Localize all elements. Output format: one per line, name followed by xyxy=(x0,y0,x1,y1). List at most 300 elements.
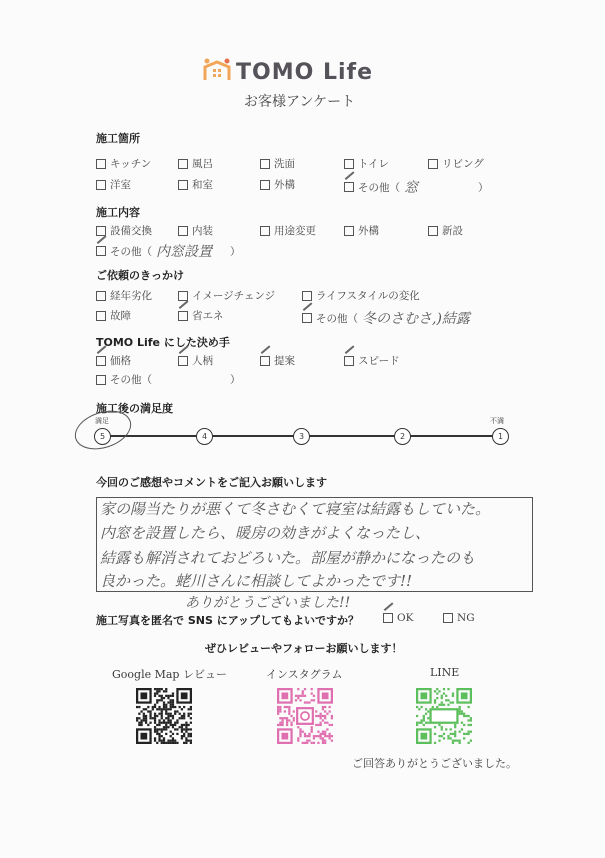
qr-module xyxy=(156,690,158,692)
checkbox-option[interactable] xyxy=(96,241,241,261)
qr-module xyxy=(322,731,324,733)
qr-module xyxy=(156,708,158,710)
qr-module xyxy=(418,722,420,724)
qr-module xyxy=(436,697,438,699)
qr-module xyxy=(161,713,163,715)
qr-module xyxy=(161,710,163,712)
qr-module xyxy=(461,710,463,712)
checkbox-option[interactable] xyxy=(344,353,400,368)
checkbox[interactable] xyxy=(178,291,188,301)
qr-module xyxy=(172,706,174,708)
checkbox[interactable] xyxy=(96,356,106,366)
qr-module xyxy=(311,728,313,730)
qr-module xyxy=(143,708,145,710)
checkbox[interactable] xyxy=(178,159,188,169)
qr-module xyxy=(304,735,306,737)
checkbox-option[interactable] xyxy=(428,156,484,171)
qr-module xyxy=(293,717,295,719)
option-label: イメージチェンジ xyxy=(192,290,276,302)
qr-module xyxy=(425,713,427,715)
qr-module xyxy=(311,726,313,728)
qr-module xyxy=(156,715,158,717)
qr-module xyxy=(447,688,449,690)
qr-module xyxy=(459,742,461,744)
qr-module xyxy=(174,710,176,712)
checkbox-option[interactable] xyxy=(178,353,213,368)
qr-module xyxy=(322,733,324,735)
qr-module xyxy=(454,740,456,742)
qr-module xyxy=(147,710,149,712)
qr-module xyxy=(170,701,172,703)
qr-module xyxy=(188,735,190,737)
rating-option-1[interactable]: 1 xyxy=(492,428,509,445)
qr-module xyxy=(436,688,438,690)
qr-module xyxy=(154,726,156,728)
qr-module xyxy=(281,719,283,721)
qr-module xyxy=(329,733,331,735)
checkbox[interactable] xyxy=(344,356,354,366)
qr-module xyxy=(161,688,163,690)
checkbox[interactable] xyxy=(96,159,106,169)
qr-module xyxy=(165,706,167,708)
qr-module xyxy=(465,733,467,735)
checkbox[interactable] xyxy=(428,226,438,236)
qr-module xyxy=(320,735,322,737)
qr-module xyxy=(324,731,326,733)
qr-module xyxy=(281,717,283,719)
qr-module xyxy=(423,717,425,719)
checkbox-option[interactable] xyxy=(344,223,379,238)
qr-module xyxy=(461,692,468,699)
qr-module xyxy=(443,733,445,735)
qr-module xyxy=(277,706,279,708)
qr-module xyxy=(176,742,178,744)
qr-module xyxy=(441,735,443,737)
checkbox[interactable] xyxy=(96,226,106,236)
checkbox-option[interactable] xyxy=(302,308,470,328)
line-qr-code[interactable] xyxy=(416,688,472,744)
qr-module xyxy=(190,740,192,742)
checkbox-option[interactable] xyxy=(428,223,463,238)
qr-module xyxy=(463,737,465,739)
rating-option-2[interactable]: 2 xyxy=(394,428,411,445)
qr-module xyxy=(161,740,163,742)
qr-module xyxy=(324,735,326,737)
checkbox[interactable] xyxy=(96,180,106,190)
qr-module xyxy=(420,692,427,699)
qr-module xyxy=(452,701,454,703)
qr-module xyxy=(322,692,329,699)
checkbox[interactable] xyxy=(178,226,188,236)
qr-module xyxy=(277,724,279,726)
qr-module xyxy=(170,695,172,697)
qr-module xyxy=(145,717,147,719)
qr-module xyxy=(167,708,169,710)
qr-module xyxy=(465,715,467,717)
qr-module xyxy=(163,701,165,703)
option-label: 外構 xyxy=(358,225,379,237)
qr-module xyxy=(152,717,154,719)
qr-module xyxy=(288,708,290,710)
qr-module xyxy=(306,742,308,744)
qr-module xyxy=(183,742,185,744)
qr-module xyxy=(438,740,440,742)
checkbox-option[interactable] xyxy=(260,223,316,238)
checkbox[interactable] xyxy=(178,180,188,190)
option-label: その他（ xyxy=(110,374,152,386)
option-label: 設備交換 xyxy=(110,225,152,237)
qr-module xyxy=(154,688,156,690)
qr-module xyxy=(163,737,165,739)
qr-module xyxy=(306,740,308,742)
option-label: その他（ xyxy=(358,181,400,194)
comment-extra: ありがとうございました!! xyxy=(185,595,351,611)
qr-module xyxy=(450,728,452,730)
qr-module xyxy=(320,713,322,715)
option-label: リビング xyxy=(442,158,484,170)
option-label: 内装 xyxy=(192,225,213,237)
satisfaction-title: 施工後の満足度 xyxy=(96,402,173,415)
qr-module xyxy=(176,722,178,724)
qr-module xyxy=(158,737,160,739)
qr-module xyxy=(324,717,326,719)
qr-module xyxy=(165,704,167,706)
checkbox-option[interactable] xyxy=(178,177,213,192)
qr-module xyxy=(185,742,187,744)
qr-module xyxy=(468,706,470,708)
option-label: 洗面 xyxy=(274,158,295,170)
checkbox[interactable] xyxy=(344,159,354,169)
qr-module xyxy=(304,733,306,735)
qr-module xyxy=(463,724,465,726)
qr-module xyxy=(324,742,326,744)
rating-option-5[interactable]: 5 xyxy=(94,428,111,445)
qr-module xyxy=(322,708,324,710)
qr-module xyxy=(290,715,292,717)
qr-module xyxy=(281,724,283,726)
google-map-qr-code[interactable] xyxy=(136,688,192,744)
qr-module xyxy=(288,719,290,721)
qr-module xyxy=(432,706,434,708)
checkbox[interactable] xyxy=(260,226,270,236)
qr-module xyxy=(172,699,174,701)
qr-module xyxy=(445,695,447,697)
qr-module xyxy=(188,728,190,730)
checkbox[interactable] xyxy=(344,226,354,236)
rating-option-3[interactable]: 3 xyxy=(293,428,310,445)
qr-module xyxy=(454,726,456,728)
qr-module xyxy=(284,710,286,712)
qr-module xyxy=(172,726,174,728)
qr-module xyxy=(443,692,445,694)
checkbox-option[interactable] xyxy=(178,156,213,171)
checkbox[interactable] xyxy=(96,246,106,256)
qr-module xyxy=(167,719,169,721)
qr-module xyxy=(183,724,185,726)
qr-module xyxy=(158,708,160,710)
qr-module xyxy=(185,731,187,733)
qr-module xyxy=(188,708,190,710)
checkbox[interactable] xyxy=(344,182,354,192)
qr-module xyxy=(181,728,183,730)
qr-module xyxy=(156,688,158,690)
qr-module xyxy=(138,717,140,719)
qr-module xyxy=(154,719,156,721)
qr-module xyxy=(167,697,169,699)
qr-module xyxy=(324,715,326,717)
qr-module xyxy=(277,708,279,710)
qr-module xyxy=(174,713,176,715)
qr-module xyxy=(295,699,297,701)
qr-module xyxy=(317,715,319,717)
checkbox-option[interactable] xyxy=(96,353,131,368)
comment-line: 良かった。蛯川さんに相談してよかったです!! xyxy=(100,572,413,590)
qr-module xyxy=(293,719,295,721)
sns-ok-option[interactable] xyxy=(383,612,413,624)
checkbox[interactable] xyxy=(96,291,106,301)
qr-module xyxy=(304,688,306,690)
checkbox-option[interactable] xyxy=(178,288,275,303)
checkbox-option[interactable] xyxy=(96,372,241,387)
sns-ng-option[interactable] xyxy=(443,612,475,624)
qr-module xyxy=(468,733,470,735)
qr-module xyxy=(420,706,422,708)
qr-module xyxy=(185,726,187,728)
qr-module xyxy=(158,713,160,715)
qr-module xyxy=(320,733,322,735)
comment-line: 結露も解消されておどろいた。部屋が静かになったのも xyxy=(100,549,476,567)
qr-module xyxy=(326,728,328,730)
qr-module xyxy=(156,692,158,694)
qr-module xyxy=(140,719,142,721)
qr-module xyxy=(434,701,436,703)
qr-module xyxy=(331,715,333,717)
checkbox-option[interactable] xyxy=(344,156,389,171)
paren-close: ） xyxy=(478,181,489,194)
option-label: 価格 xyxy=(110,355,131,367)
qr-module xyxy=(281,692,288,699)
qr-module xyxy=(156,699,158,701)
qr-module xyxy=(190,708,192,710)
option-label: 外構 xyxy=(274,179,295,191)
checkbox[interactable] xyxy=(178,311,188,321)
checkbox[interactable] xyxy=(96,311,106,321)
qr-module xyxy=(279,706,281,708)
qr-module xyxy=(450,733,452,735)
checkbox-option[interactable] xyxy=(178,308,224,323)
checkbox[interactable] xyxy=(302,291,312,301)
qr-module xyxy=(143,713,145,715)
qr-module xyxy=(154,692,156,694)
qr-module xyxy=(176,710,178,712)
checkbox[interactable] xyxy=(260,159,270,169)
qr-module xyxy=(299,728,301,730)
handwritten-note: 窓 xyxy=(404,180,418,196)
qr-module xyxy=(288,706,290,708)
qr-module xyxy=(176,733,178,735)
qr-module xyxy=(149,722,151,724)
follow-title: ぜひレビューやフォローお願いします！ xyxy=(205,642,403,655)
qr-module xyxy=(174,740,176,742)
checkbox-option[interactable] xyxy=(178,223,213,238)
checkbox[interactable] xyxy=(383,613,393,623)
qr-module xyxy=(317,742,319,744)
qr-module xyxy=(315,724,317,726)
qr-module xyxy=(158,706,160,708)
checkbox[interactable] xyxy=(178,356,188,366)
option-label: 風呂 xyxy=(192,158,213,170)
qr-module xyxy=(170,742,172,744)
qr-module xyxy=(452,692,454,694)
qr-module xyxy=(416,706,418,708)
qr-module xyxy=(324,706,326,708)
checkbox-option[interactable] xyxy=(96,177,131,192)
checkbox[interactable] xyxy=(302,313,312,323)
qr-module xyxy=(179,713,181,715)
checkbox[interactable] xyxy=(443,613,453,623)
checkbox[interactable] xyxy=(260,356,270,366)
option-label: 提案 xyxy=(274,355,295,367)
qr-module xyxy=(165,717,167,719)
qr-module xyxy=(145,715,147,717)
qr-module xyxy=(158,735,160,737)
qr-module xyxy=(167,726,169,728)
qr-module xyxy=(183,728,185,730)
qr-module xyxy=(158,740,160,742)
qr-module xyxy=(331,735,333,737)
qr-module xyxy=(149,715,151,717)
sns-question: 施工写真を匿名で SNS にアップしてもよいですか？ xyxy=(96,614,359,627)
qr-module xyxy=(434,690,436,692)
qr-module xyxy=(297,695,299,697)
brand-name: TOMO Life xyxy=(236,60,374,85)
qr-module xyxy=(149,717,151,719)
qr-module xyxy=(170,699,172,701)
qr-module xyxy=(161,742,163,744)
section-title: 施工内容 xyxy=(96,206,140,219)
qr-module xyxy=(181,735,183,737)
handwritten-note: 内窓設置 xyxy=(156,244,212,260)
checkbox[interactable] xyxy=(260,180,270,190)
qr-module xyxy=(299,731,301,733)
qr-module xyxy=(188,724,190,726)
qr-module xyxy=(331,717,333,719)
qr-module xyxy=(425,722,427,724)
qr-module xyxy=(470,717,472,719)
qr-module xyxy=(420,719,422,721)
qr-module xyxy=(172,704,174,706)
qr-module xyxy=(154,715,156,717)
qr-module xyxy=(279,717,281,719)
qr-module xyxy=(161,708,163,710)
checkbox[interactable] xyxy=(428,159,438,169)
option-label: 人柄 xyxy=(192,355,213,367)
qr-module xyxy=(172,733,174,735)
checkbox-option[interactable] xyxy=(344,177,489,197)
qr-module xyxy=(452,733,454,735)
qr-module xyxy=(172,717,174,719)
qr-module xyxy=(147,706,149,708)
qr-module xyxy=(158,733,160,735)
qr-module xyxy=(441,695,443,697)
option-label: 洋室 xyxy=(110,179,131,191)
qr-module xyxy=(279,708,281,710)
google-map-label: Google Map レビュー xyxy=(112,668,227,681)
option-label: NG xyxy=(457,612,475,624)
checkbox-option[interactable] xyxy=(260,353,295,368)
qr-module xyxy=(438,690,440,692)
qr-module xyxy=(165,690,167,692)
qr-module xyxy=(154,740,156,742)
qr-module xyxy=(163,722,165,724)
section-title: TOMO Life にした決め手 xyxy=(96,336,230,349)
qr-module xyxy=(174,742,176,744)
qr-module xyxy=(170,724,172,726)
checkbox-option[interactable] xyxy=(260,177,295,192)
qr-module xyxy=(329,724,331,726)
checkbox-option[interactable] xyxy=(302,288,420,303)
qr-module xyxy=(170,719,172,721)
qr-module xyxy=(315,710,317,712)
checkbox[interactable] xyxy=(96,375,106,385)
checkbox-option[interactable] xyxy=(96,308,131,323)
qr-module xyxy=(165,722,167,724)
checkbox-option[interactable] xyxy=(96,288,152,303)
instagram-qr-code[interactable] xyxy=(277,688,333,744)
qr-module xyxy=(459,713,461,715)
qr-module xyxy=(163,742,165,744)
qr-module xyxy=(438,704,440,706)
qr-module xyxy=(320,737,322,739)
qr-module xyxy=(461,728,463,730)
qr-module xyxy=(143,715,145,717)
qr-module xyxy=(183,717,185,719)
qr-module xyxy=(329,735,331,737)
qr-module xyxy=(167,717,169,719)
qr-module xyxy=(165,708,167,710)
rating-option-4[interactable]: 4 xyxy=(196,428,213,445)
qr-module xyxy=(297,740,299,742)
qr-module xyxy=(302,690,304,692)
qr-module xyxy=(138,706,140,708)
qr-module xyxy=(326,713,328,715)
qr-module xyxy=(158,690,160,692)
qr-module xyxy=(154,722,156,724)
qr-module xyxy=(170,708,172,710)
option-label: 故障 xyxy=(110,310,131,322)
qr-module xyxy=(170,731,172,733)
qr-module xyxy=(183,713,185,715)
qr-module xyxy=(447,735,449,737)
qr-module xyxy=(167,715,169,717)
qr-module xyxy=(418,708,420,710)
checkbox-option[interactable] xyxy=(96,156,151,171)
thanks-message: ご回答ありがとうございました。 xyxy=(352,757,517,770)
qr-module xyxy=(158,699,160,701)
qr-module xyxy=(181,724,183,726)
qr-module xyxy=(317,724,319,726)
qr-module xyxy=(331,724,333,726)
qr-module xyxy=(181,717,183,719)
qr-module xyxy=(447,737,449,739)
qr-module xyxy=(311,699,313,701)
qr-module xyxy=(163,690,165,692)
qr-module xyxy=(183,715,185,717)
qr-module xyxy=(306,735,308,737)
checkbox-option[interactable] xyxy=(260,156,295,171)
qr-module xyxy=(170,706,172,708)
qr-module xyxy=(179,717,181,719)
